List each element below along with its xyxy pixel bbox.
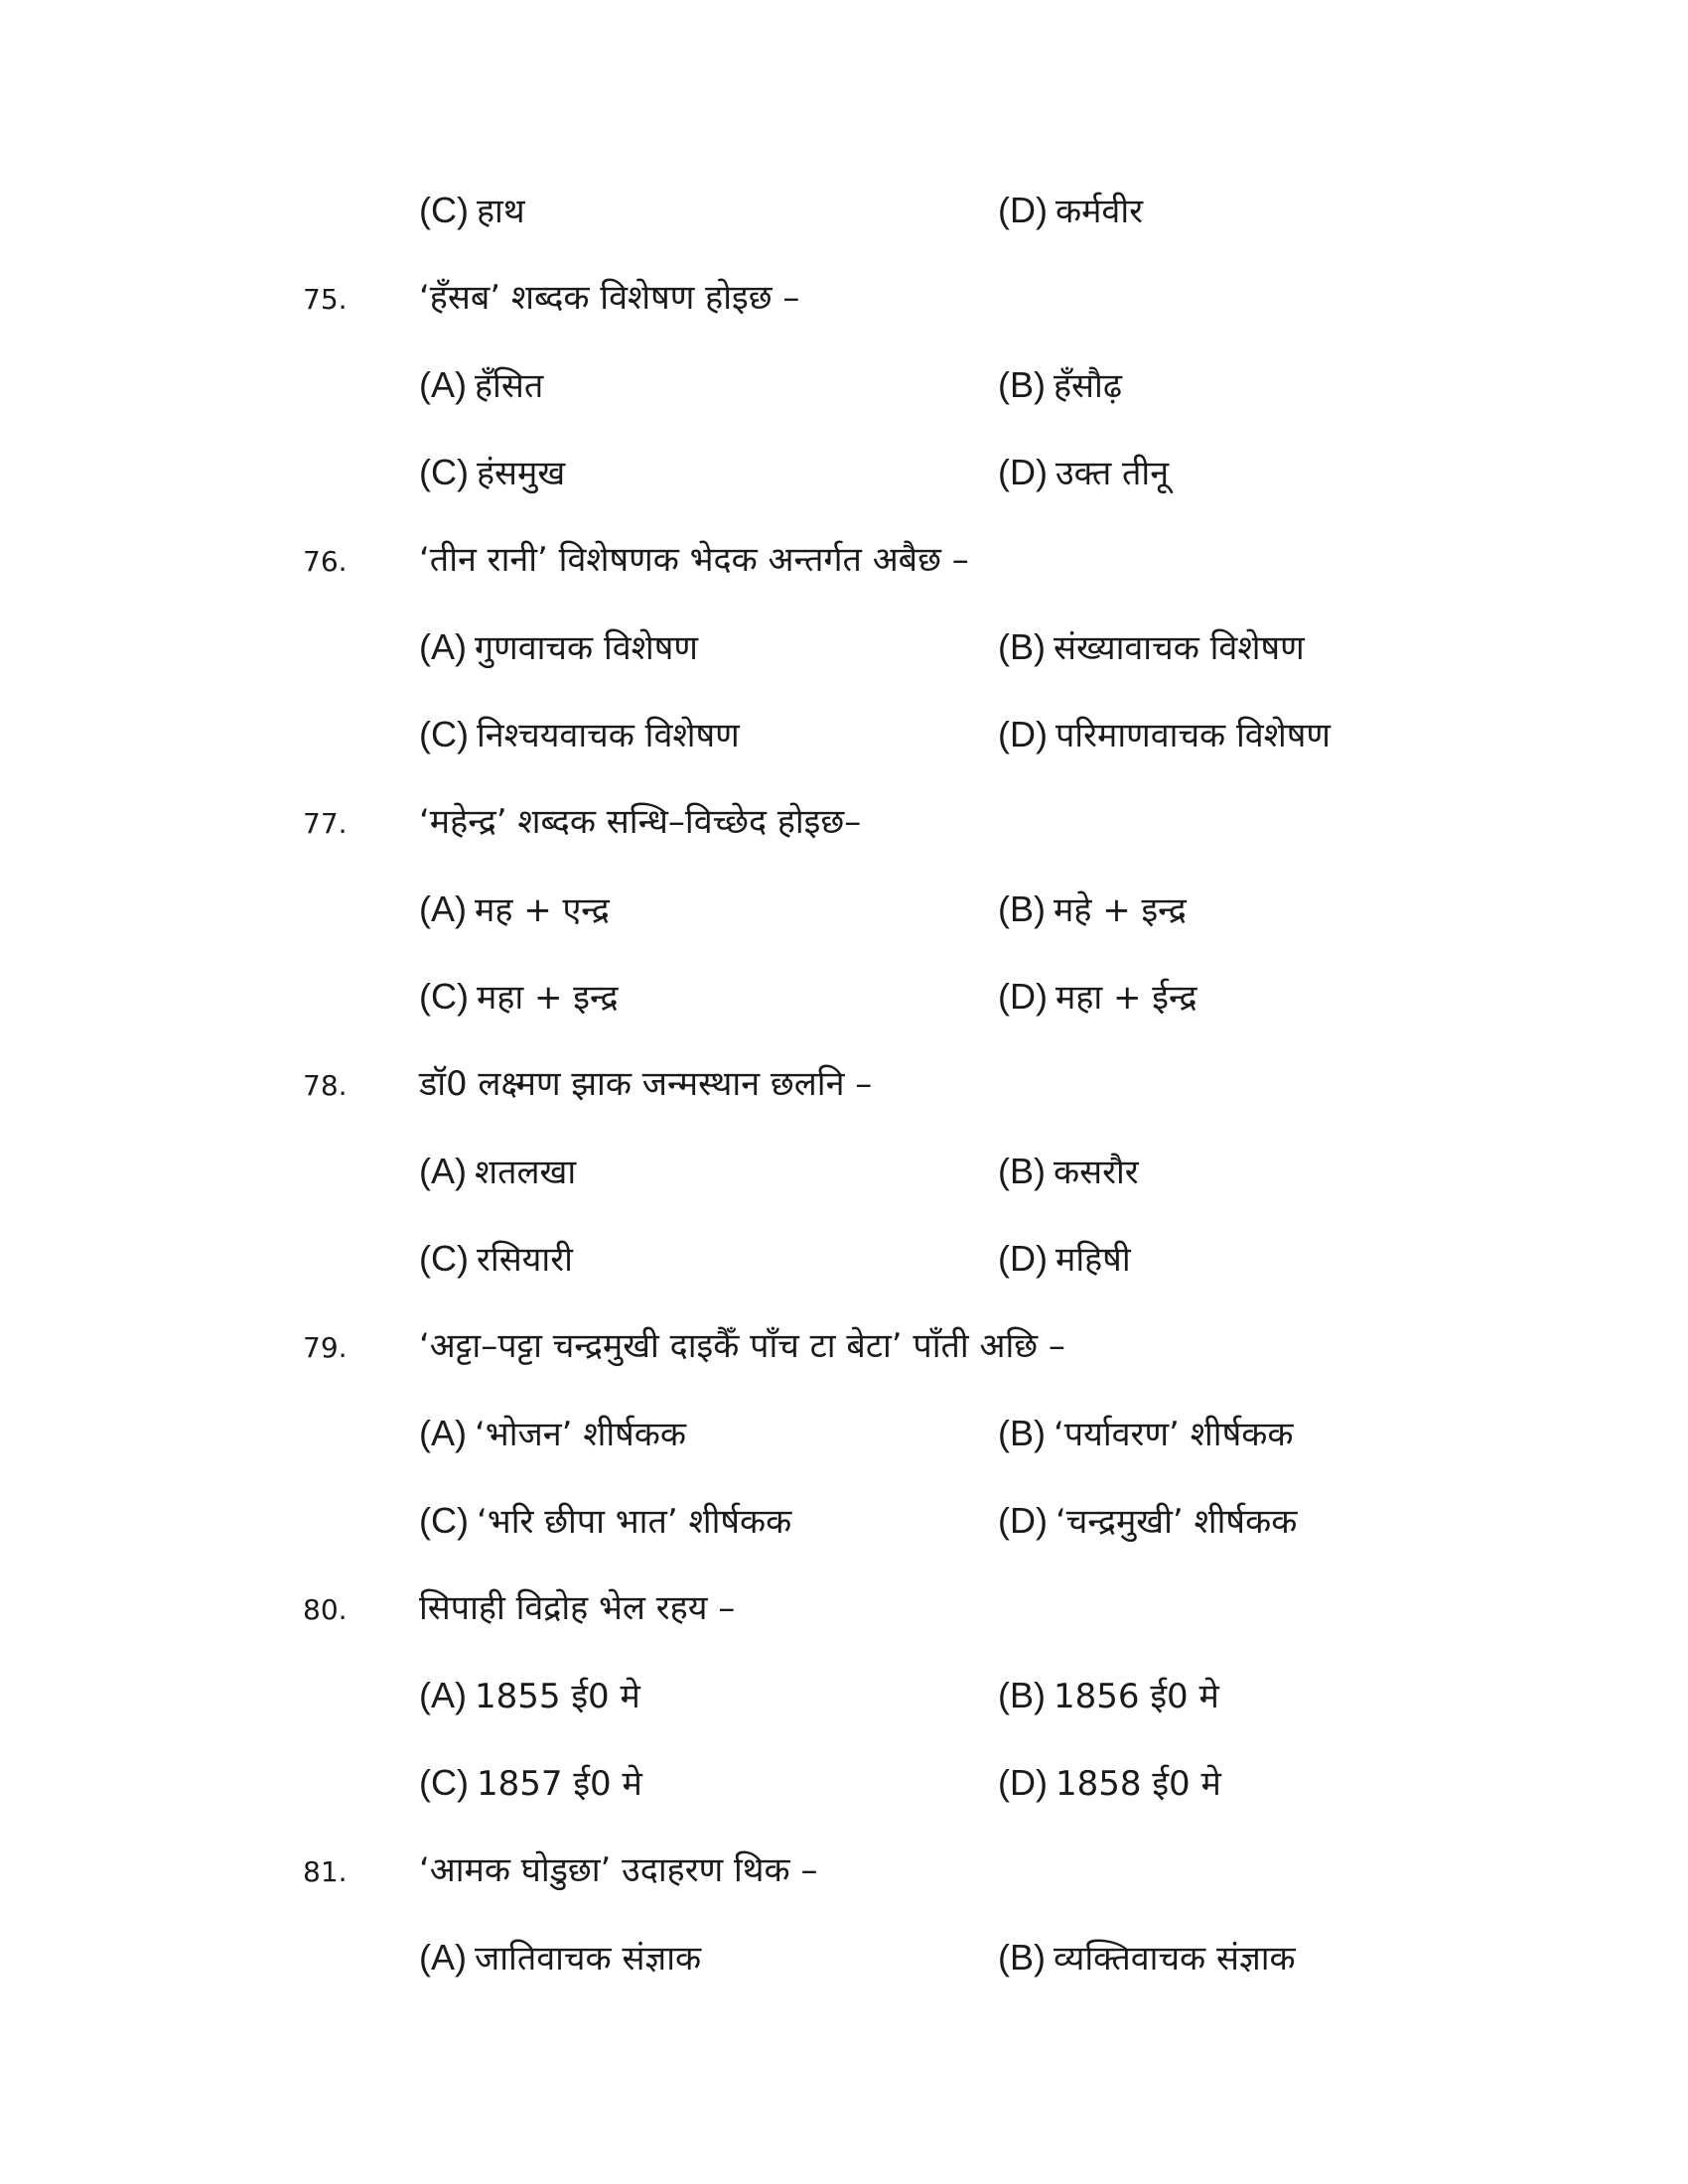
option-letter: (A)	[419, 888, 467, 929]
option-text: महिषी	[1055, 1240, 1131, 1280]
option-text: निश्चयवाचक विशेषण	[476, 716, 740, 755]
option-text: हँसित	[475, 366, 544, 406]
option-b	[998, 1936, 1296, 1980]
option-row	[0, 965, 1688, 1024]
option-text: हंसमुख	[476, 454, 566, 493]
option-b	[998, 363, 1122, 408]
option-letter: (C)	[419, 976, 469, 1017]
option-a	[419, 1674, 640, 1718]
option-row	[0, 1664, 1688, 1723]
option-text: ‘पर्यावरण’ शीर्षकक	[1054, 1415, 1294, 1454]
option-text: 1855 ई0 मे	[475, 1677, 640, 1716]
option-letter: (D)	[998, 190, 1048, 230]
option-a	[419, 1936, 701, 1980]
option-letter: (B)	[998, 626, 1046, 667]
option-letter: (D)	[998, 1238, 1048, 1279]
option-a	[419, 887, 610, 932]
option-c	[419, 189, 525, 233]
option-c	[419, 713, 740, 757]
question-text: ‘महेन्द्र’ शब्दक सन्धि–विच्छेद होइछ–	[419, 802, 862, 842]
option-letter: (B)	[998, 364, 1046, 405]
option-text: ‘चन्द्रमुखी’ शीर्षकक	[1055, 1502, 1298, 1542]
option-letter: (B)	[998, 1937, 1046, 1978]
option-text: व्यक्तिवाचक संज्ञाक	[1054, 1939, 1296, 1979]
option-d	[998, 1237, 1131, 1282]
option-text: महा + इन्द्र	[476, 978, 619, 1018]
option-letter: (C)	[419, 452, 469, 492]
question-number: 75.	[303, 283, 348, 316]
option-text: परिमाणवाचक विशेषण	[1055, 716, 1332, 755]
option-b	[998, 1150, 1139, 1194]
option-letter: (C)	[419, 714, 469, 754]
option-text: हँसौढ़	[1054, 366, 1122, 406]
question-79	[0, 1314, 1688, 1374]
option-row	[0, 1751, 1688, 1811]
option-a	[419, 1150, 576, 1194]
option-c	[419, 1499, 791, 1544]
option-text: संख्यावाचक विशेषण	[1054, 628, 1305, 668]
option-b	[998, 1412, 1293, 1456]
option-text: रसियारी	[476, 1240, 573, 1280]
question-text: ‘आमक घोडुछा’ उदाहरण थिक –	[419, 1850, 818, 1890]
option-letter: (C)	[419, 190, 469, 230]
option-text: गुणवाचक विशेषण	[475, 628, 699, 668]
option-letter: (A)	[419, 1151, 467, 1191]
option-letter: (B)	[998, 1413, 1046, 1453]
option-text: 1858 ई0 मे	[1055, 1764, 1221, 1804]
question-77	[0, 790, 1688, 850]
option-text: उक्त तीनू	[1055, 454, 1170, 493]
option-letter: (A)	[419, 626, 467, 667]
option-row	[0, 1926, 1688, 1985]
option-letter: (B)	[998, 1675, 1046, 1715]
option-letter: (C)	[419, 1500, 469, 1541]
option-letter: (B)	[998, 1151, 1046, 1191]
question-number: 79.	[303, 1331, 348, 1364]
question-number: 77.	[303, 807, 348, 840]
option-letter: (D)	[998, 1500, 1048, 1541]
option-d	[998, 975, 1197, 1020]
option-text: महा + ईन्द्र	[1055, 978, 1197, 1018]
option-letter: (A)	[419, 1937, 467, 1978]
option-c	[419, 975, 619, 1020]
option-letter: (D)	[998, 1762, 1048, 1803]
question-number: 78.	[303, 1069, 348, 1102]
option-letter: (C)	[419, 1762, 469, 1803]
option-letter: (B)	[998, 888, 1046, 929]
option-letter: (A)	[419, 1675, 467, 1715]
option-row	[0, 179, 1688, 238]
option-text: मह + एन्द्र	[475, 890, 610, 930]
option-b	[998, 1674, 1219, 1718]
option-c	[419, 1237, 573, 1282]
question-75	[0, 266, 1688, 326]
option-row	[0, 878, 1688, 937]
option-row	[0, 1489, 1688, 1549]
option-text: शतलखा	[475, 1153, 577, 1192]
option-letter: (D)	[998, 976, 1048, 1017]
question-78	[0, 1052, 1688, 1112]
option-letter: (A)	[419, 364, 467, 405]
option-text: ‘भरि छीपा भात’ शीर्षकक	[476, 1502, 792, 1542]
option-row	[0, 353, 1688, 413]
question-81	[0, 1839, 1688, 1898]
option-b	[998, 887, 1187, 932]
option-letter: (A)	[419, 1413, 467, 1453]
option-letter: (D)	[998, 714, 1048, 754]
option-a	[419, 625, 698, 670]
option-row	[0, 703, 1688, 762]
question-80	[0, 1576, 1688, 1636]
option-text: कर्मवीर	[1055, 192, 1144, 231]
option-text: 1857 ई0 मे	[476, 1764, 642, 1804]
option-letter: (D)	[998, 452, 1048, 492]
option-d	[998, 1761, 1221, 1806]
question-text: डॉ0 लक्ष्मण झाक जन्मस्थान छलनि –	[419, 1064, 873, 1104]
question-number: 76.	[303, 545, 348, 578]
option-d	[998, 1499, 1297, 1544]
option-row	[0, 615, 1688, 675]
question-text: ‘हँसब’ शब्दक विशेषण होइछ –	[419, 278, 800, 318]
option-row	[0, 1140, 1688, 1199]
question-text: ‘अट्टा–पट्टा चन्द्रमुखी दाइकैँ पाँच टा बेटा’ पाँती अछि –	[419, 1326, 1065, 1366]
option-a	[419, 1412, 686, 1456]
option-c	[419, 1761, 642, 1806]
option-letter: (C)	[419, 1238, 469, 1279]
question-text: ‘तीन रानी’ विशेषणक भेदक अन्तर्गत अबैछ –	[419, 540, 969, 580]
option-text: महे + इन्द्र	[1054, 890, 1187, 930]
option-d	[998, 713, 1331, 757]
question-number: 80.	[303, 1593, 348, 1626]
question-76	[0, 528, 1688, 588]
option-d	[998, 451, 1169, 495]
question-text: सिपाही विद्रोह भेल रहय –	[419, 1588, 736, 1628]
option-text: हाथ	[476, 192, 525, 231]
option-row	[0, 1227, 1688, 1287]
option-b	[998, 625, 1305, 670]
option-c	[419, 451, 565, 495]
option-text: ‘भोजन’ शीर्षकक	[475, 1415, 687, 1454]
option-row	[0, 441, 1688, 500]
question-number: 81.	[303, 1855, 348, 1888]
option-text: कसरौर	[1054, 1153, 1139, 1192]
option-row	[0, 1402, 1688, 1461]
option-d	[998, 189, 1143, 233]
option-text: 1856 ई0 मे	[1054, 1677, 1219, 1716]
option-a	[419, 363, 543, 408]
option-text: जातिवाचक संज्ञाक	[475, 1939, 702, 1979]
